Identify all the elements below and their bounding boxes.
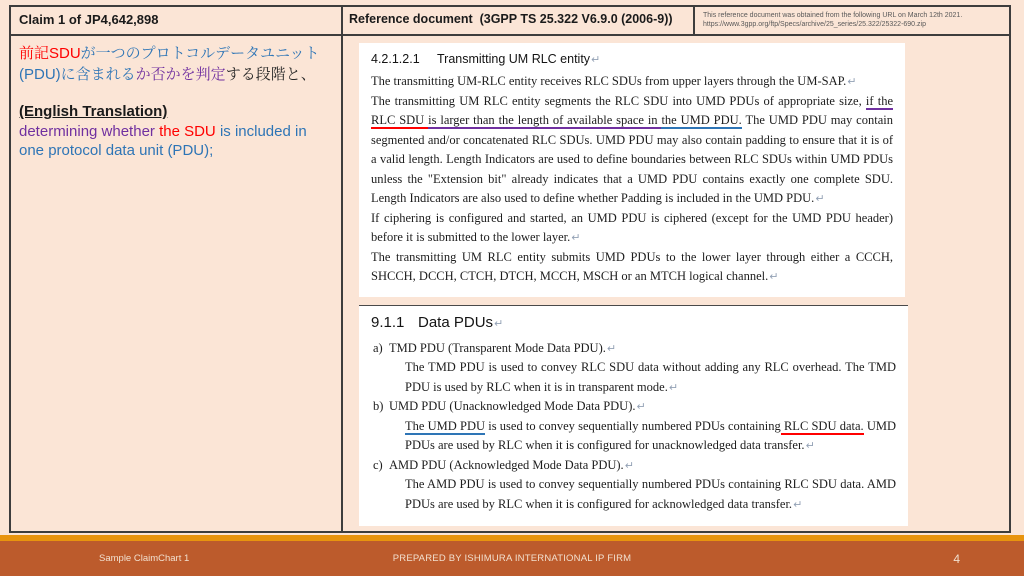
claim-chart-table <box>9 5 1011 533</box>
pdu-item-title <box>371 456 896 476</box>
pdu-item-description: The UMD PDU is used to convey sequentially numbered PDUs containing RLC SDU data. UMD PDUs are used by RLC when it is configured for unacknowledged data transfer.↵ <box>405 418 897 452</box>
pdu-item-description: The AMD PDU is used to convey sequentially numbered PDUs containing RLC SDU data. AMD PDUs are used by RLC when it is configured for acknowledged data transfer.↵ <box>405 477 896 511</box>
reference-paragraph: The transmitting UM RLC entity submits UMD PDUs to the lower layer through either a CCCH, SHCCH, DCCH, CTCH, DTCH, MCCH, MSCH or an MTCH logical channel.↵ <box>371 249 893 283</box>
list-title-text: AMD PDU (Acknowledged Mode Data PDU).↵ <box>389 457 634 472</box>
table-body-row <box>11 36 1009 531</box>
list-label: c) <box>373 457 383 472</box>
reference-cell <box>343 36 1009 531</box>
footer-bar <box>0 541 1024 576</box>
reference-column-header: Reference document (3GPP TS 25.322 V6.9.0 (2006-9)) <box>343 7 695 34</box>
list-label: a) <box>373 340 383 355</box>
english-translation-heading: (English Translation) <box>19 103 168 120</box>
footer-prepared-by: PREPARED BY ISHIMURA INTERNATIONAL IP FIRM <box>392 553 632 564</box>
reference-excerpt-data-pdus <box>359 305 908 527</box>
reference-paragraph: The transmitting UM RLC entity segments the RLC SDU into UMD PDUs of appropriate size, if the RLC SDU is larger than the length of available space in the UMD PDU. The UMD PDU may contain segmented and/or concatenated RLC SDUs. UMD PDU may also contain padding to ensure that it is of a valid length. Length Indicators are used to define boundaries between RLC SDUs within UMD PDUs unless the "Extension bit" already indicates that a UMD PDU contains exactly one complete SDU. Length Indicators are also used to define whether Padding is included in the UMD PDU.↵ <box>371 93 893 205</box>
reference-paragraph: The transmitting UM-RLC entity receives RLC SDUs from upper layers through the UM-SAP.↵ <box>371 74 857 88</box>
claim-english-text: determining whether the SDU is included in one protocol data unit (PDU); <box>19 123 307 159</box>
section-heading-4-2-1-2-1 <box>371 52 893 66</box>
claim-column-header: Claim 1 of JP4,642,898 <box>11 7 343 34</box>
pdu-item-description: The TMD PDU is used to convey RLC SDU data without adding any RLC overhead. The TMD PDU is used by RLC when it is in transparent mode.↵ <box>405 360 896 394</box>
pdu-item-title <box>371 339 896 359</box>
section-title: Transmitting UM RLC entity↵ <box>437 52 601 66</box>
reference-excerpt-transmitting-um-rlc <box>359 43 905 297</box>
claim-japanese-text: 前記SDUが一つのプロトコルデータユニット(PDU)に含まれるか否かを判定する段階と、 <box>19 45 320 83</box>
reference-paragraph: If ciphering is configured and started, an UMD PDU is ciphered (except for the UMD PDU header) before it is submitted to the lower layer.↵ <box>371 210 893 244</box>
table-header-row <box>11 7 1009 36</box>
source-note-url: https://www.3gpp.org/ftp/Specs/archive/25_series/25.322/25322-690.zip <box>703 21 926 28</box>
section-title: Data PDUs↵ <box>418 313 504 331</box>
list-label: b) <box>373 399 384 413</box>
footer-document-title: Sample ClaimChart 1 <box>99 553 190 564</box>
list-title-text: UMD PDU (Unacknowledged Mode Data PDU).↵ <box>389 399 646 413</box>
reference-source-note <box>695 7 1009 34</box>
page-number: 4 <box>953 551 960 566</box>
section-number: 9.1.1 <box>371 313 405 331</box>
list-title-text: TMD PDU (Transparent Mode Data PDU).↵ <box>389 340 617 355</box>
pdu-item-title <box>371 397 896 417</box>
source-note-text: This reference document was obtained from the following URL on March 12th 2021. <box>703 12 963 19</box>
section-number: 4.2.1.2.1 <box>371 52 420 66</box>
section-heading-9-1-1 <box>371 314 896 331</box>
claim-cell <box>11 36 343 531</box>
